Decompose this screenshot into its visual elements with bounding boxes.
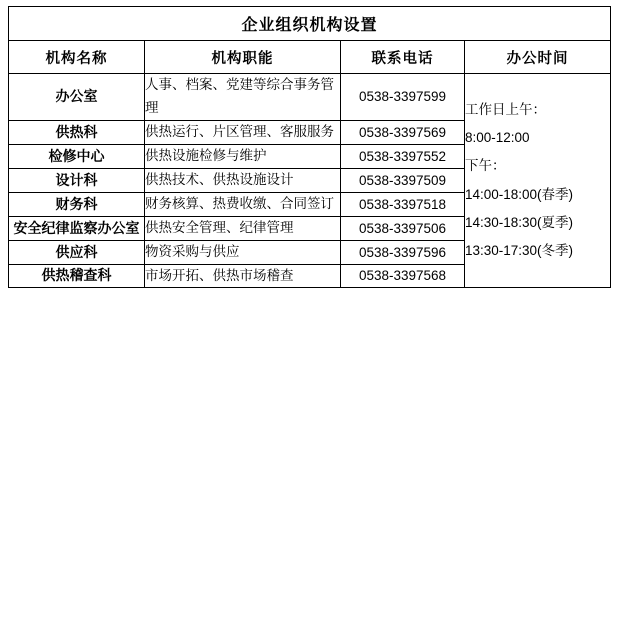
column-header-hours: 办公时间	[465, 41, 611, 74]
office-hours-line: 14:00-18:00(春季)	[465, 186, 574, 202]
table-row	[9, 74, 611, 121]
office-hours-line: 14:30-18:30(夏季)	[465, 215, 574, 231]
cell-name: 安全纪律监察办公室	[9, 216, 145, 240]
table-title-row	[9, 7, 611, 41]
column-header-name: 机构名称	[9, 41, 145, 74]
cell-function: 供热设施检修与维护	[145, 144, 341, 168]
office-hours-line: 8:00-12:00	[465, 130, 530, 146]
office-hours-line: 工作日上午：	[465, 101, 546, 117]
page-title: 企业组织机构设置	[9, 7, 611, 41]
cell-function: 人事、档案、党建等综合事务管理	[145, 74, 341, 121]
cell-function: 物资采购与供应	[145, 240, 341, 264]
cell-name: 供热科	[9, 120, 145, 144]
cell-phone: 0538-3397509	[341, 168, 465, 192]
organization-structure-table	[8, 6, 611, 288]
cell-office-hours	[465, 74, 611, 288]
cell-phone: 0538-3397552	[341, 144, 465, 168]
cell-function: 供热技术、供热设施设计	[145, 168, 341, 192]
office-hours-line: 下午：	[465, 158, 506, 174]
cell-phone: 0538-3397568	[341, 264, 465, 288]
cell-name: 供应科	[9, 240, 145, 264]
cell-phone: 0538-3397599	[341, 74, 465, 121]
cell-name: 设计科	[9, 168, 145, 192]
column-header-phone: 联系电话	[341, 41, 465, 74]
cell-name: 办公室	[9, 74, 145, 121]
cell-phone: 0538-3397596	[341, 240, 465, 264]
column-header-function: 机构职能	[145, 41, 341, 74]
cell-function: 供热运行、片区管理、客服服务	[145, 120, 341, 144]
table-header-row	[9, 41, 611, 74]
cell-name: 检修中心	[9, 144, 145, 168]
cell-function: 市场开拓、供热市场稽查	[145, 264, 341, 288]
cell-phone: 0538-3397506	[341, 216, 465, 240]
cell-function: 财务核算、热费收缴、合同签订	[145, 192, 341, 216]
office-hours-line: 13:30-17:30(冬季)	[465, 243, 574, 259]
cell-name: 财务科	[9, 192, 145, 216]
cell-phone: 0538-3397569	[341, 120, 465, 144]
cell-name: 供热稽查科	[9, 264, 145, 288]
cell-function: 供热安全管理、纪律管理	[145, 216, 341, 240]
cell-phone: 0538-3397518	[341, 192, 465, 216]
